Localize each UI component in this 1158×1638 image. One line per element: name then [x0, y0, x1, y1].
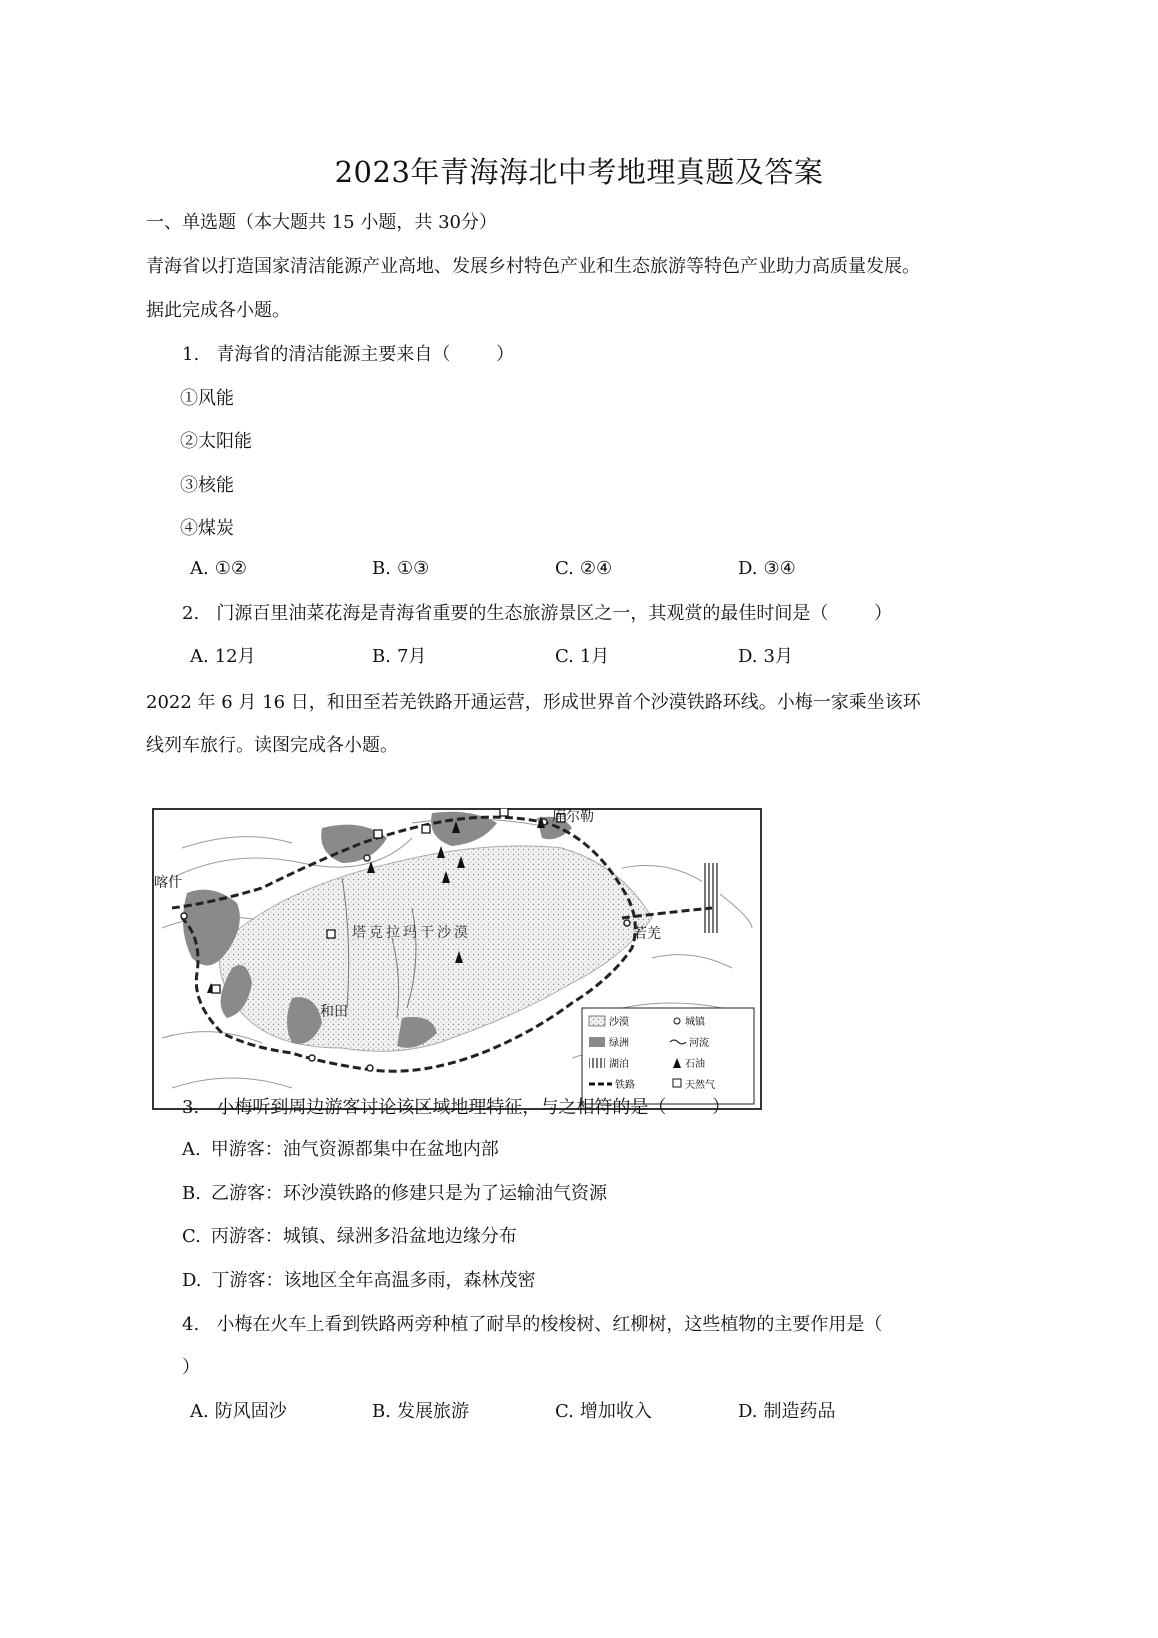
q4-option-a[interactable] — [190, 1397, 287, 1423]
q2-stem: 2. 门源百里油菜花海是青海省重要的生态旅游景区之一，其观赏的最佳时间是（ ） — [182, 603, 893, 624]
legend-gas: 天然气 — [685, 1080, 715, 1091]
option-text: 丙游客：城镇、绿洲多沿盆地边缘分布 — [210, 1226, 517, 1247]
intro1-line1: 青海省以打造国家清洁能源产业高地、发展乡村特色产业和生态旅游等特色产业助力高质量发展。 — [146, 256, 920, 277]
page-title: 2023年青海海北中考地理真题及答案 — [334, 155, 824, 189]
town-marker — [367, 1065, 373, 1071]
section-heading: 一、单选题（本大题共 15 小题，共 30分） — [146, 212, 497, 233]
option-letter: A. — [190, 558, 209, 579]
option-text: 增加收入 — [579, 1401, 652, 1422]
option-text: 1月 — [579, 646, 610, 667]
option-letter: D. — [738, 646, 758, 667]
option-letter: B. — [182, 1183, 201, 1204]
q2-option-d[interactable] — [738, 642, 793, 668]
q1-option-b[interactable] — [372, 558, 429, 579]
lake-area — [702, 863, 720, 933]
option-letter: C. — [555, 558, 574, 579]
legend-gas-swatch — [673, 1079, 681, 1087]
q1-item-2: ②太阳能 — [180, 431, 252, 452]
label-desert: 塔克拉玛干沙漠 — [352, 925, 471, 941]
label-korla: 库尔勒 — [552, 809, 594, 825]
gas-marker — [327, 930, 335, 938]
map-legend — [582, 1008, 754, 1104]
option-text: ③④ — [763, 558, 796, 579]
option-letter: B. — [372, 646, 391, 667]
q3-stem: 3. 小梅听到周边游客讨论该区域地理特征，与之相符的是（ ） — [182, 1097, 731, 1118]
label-kashi: 喀什 — [154, 875, 182, 891]
option-letter: A. — [190, 646, 209, 667]
option-text: 乙游客：环沙漠铁路的修建只是为了运输油气资源 — [210, 1183, 607, 1204]
legend-desert: 沙漠 — [609, 1017, 629, 1028]
q4-option-c[interactable] — [555, 1397, 652, 1423]
option-letter: D. — [182, 1270, 202, 1291]
option-text: 丁游客：该地区全年高温多雨，森林茂密 — [211, 1270, 536, 1291]
intro2-line2: 线列车旅行。读图完成各小题。 — [146, 735, 398, 756]
option-letter: B. — [372, 558, 391, 579]
gas-marker — [212, 985, 220, 993]
q2-option-a[interactable] — [190, 642, 256, 668]
label-ruoqiang: 若羌 — [633, 926, 661, 942]
q3-option-a[interactable] — [182, 1135, 499, 1161]
town-marker — [309, 1055, 315, 1061]
option-text: 12月 — [214, 646, 256, 667]
tarim-basin-map — [152, 808, 762, 1110]
q1-option-a[interactable] — [190, 558, 247, 579]
option-text: 3月 — [763, 646, 793, 667]
option-letter: C. — [182, 1226, 201, 1247]
option-letter: C. — [555, 1401, 574, 1422]
option-text: ①③ — [396, 558, 430, 579]
intro1-line2: 据此完成各小题。 — [146, 300, 290, 321]
option-text: 防风固沙 — [214, 1401, 287, 1422]
q3-option-d[interactable] — [182, 1266, 536, 1292]
option-text: 制造药品 — [763, 1401, 836, 1422]
q2-option-c[interactable] — [555, 642, 609, 668]
gas-marker — [374, 830, 382, 838]
town-marker — [624, 920, 630, 926]
option-text: ①② — [214, 558, 248, 579]
legend-lake: 湖泊 — [609, 1059, 629, 1070]
option-text: 甲游客：油气资源都集中在盆地内部 — [210, 1139, 499, 1160]
legend-oasis: 绿洲 — [609, 1038, 629, 1049]
q4-option-d[interactable] — [738, 1397, 836, 1423]
option-letter: D. — [738, 558, 758, 579]
legend-railway: 铁路 — [615, 1080, 635, 1091]
legend-town-swatch — [674, 1018, 680, 1024]
q2-option-b[interactable] — [372, 642, 426, 668]
option-text: ②④ — [579, 558, 613, 579]
option-text: 7月 — [396, 646, 427, 667]
q1-option-c[interactable] — [555, 558, 612, 579]
option-letter: B. — [372, 1401, 391, 1422]
town-marker — [181, 913, 187, 919]
gas-marker — [422, 825, 430, 833]
legend-oasis-swatch — [589, 1037, 605, 1047]
legend-desert-swatch — [589, 1016, 605, 1026]
intro2-line1: 2022 年 6 月 16 日，和田至若羌铁路开通运营，形成世界首个沙漠铁路环线。小梅一家乘坐该环 — [146, 692, 921, 713]
option-letter: C. — [555, 646, 574, 667]
q4-stem-line2: ） — [182, 1357, 200, 1378]
q1-item-4: ④煤炭 — [180, 518, 234, 539]
q1-item-3: ③核能 — [180, 475, 234, 496]
q1-item-1: ①风能 — [180, 388, 234, 409]
legend-oil: 石油 — [685, 1059, 705, 1070]
label-hotan: 和田 — [320, 1004, 348, 1020]
town-marker — [364, 855, 370, 861]
q3-option-c[interactable] — [182, 1222, 517, 1248]
q3-option-b[interactable] — [182, 1179, 607, 1205]
q4-option-b[interactable] — [372, 1397, 469, 1423]
legend-box — [582, 1008, 754, 1104]
option-letter: D. — [738, 1401, 758, 1422]
q1-option-d[interactable] — [738, 558, 796, 579]
option-letter: A. — [182, 1139, 201, 1160]
legend-lake-swatch — [589, 1058, 605, 1068]
legend-river: 河流 — [689, 1038, 709, 1049]
gas-marker — [500, 808, 508, 816]
option-letter: A. — [190, 1401, 209, 1422]
q4-stem-line1: 4. 小梅在火车上看到铁路两旁种植了耐旱的梭梭树、红柳树，这些植物的主要作用是（ — [182, 1314, 883, 1335]
legend-town: 城镇 — [685, 1017, 705, 1028]
option-text: 发展旅游 — [396, 1401, 469, 1422]
q1-stem: 1. 青海省的清洁能源主要来自（ ） — [182, 344, 515, 365]
